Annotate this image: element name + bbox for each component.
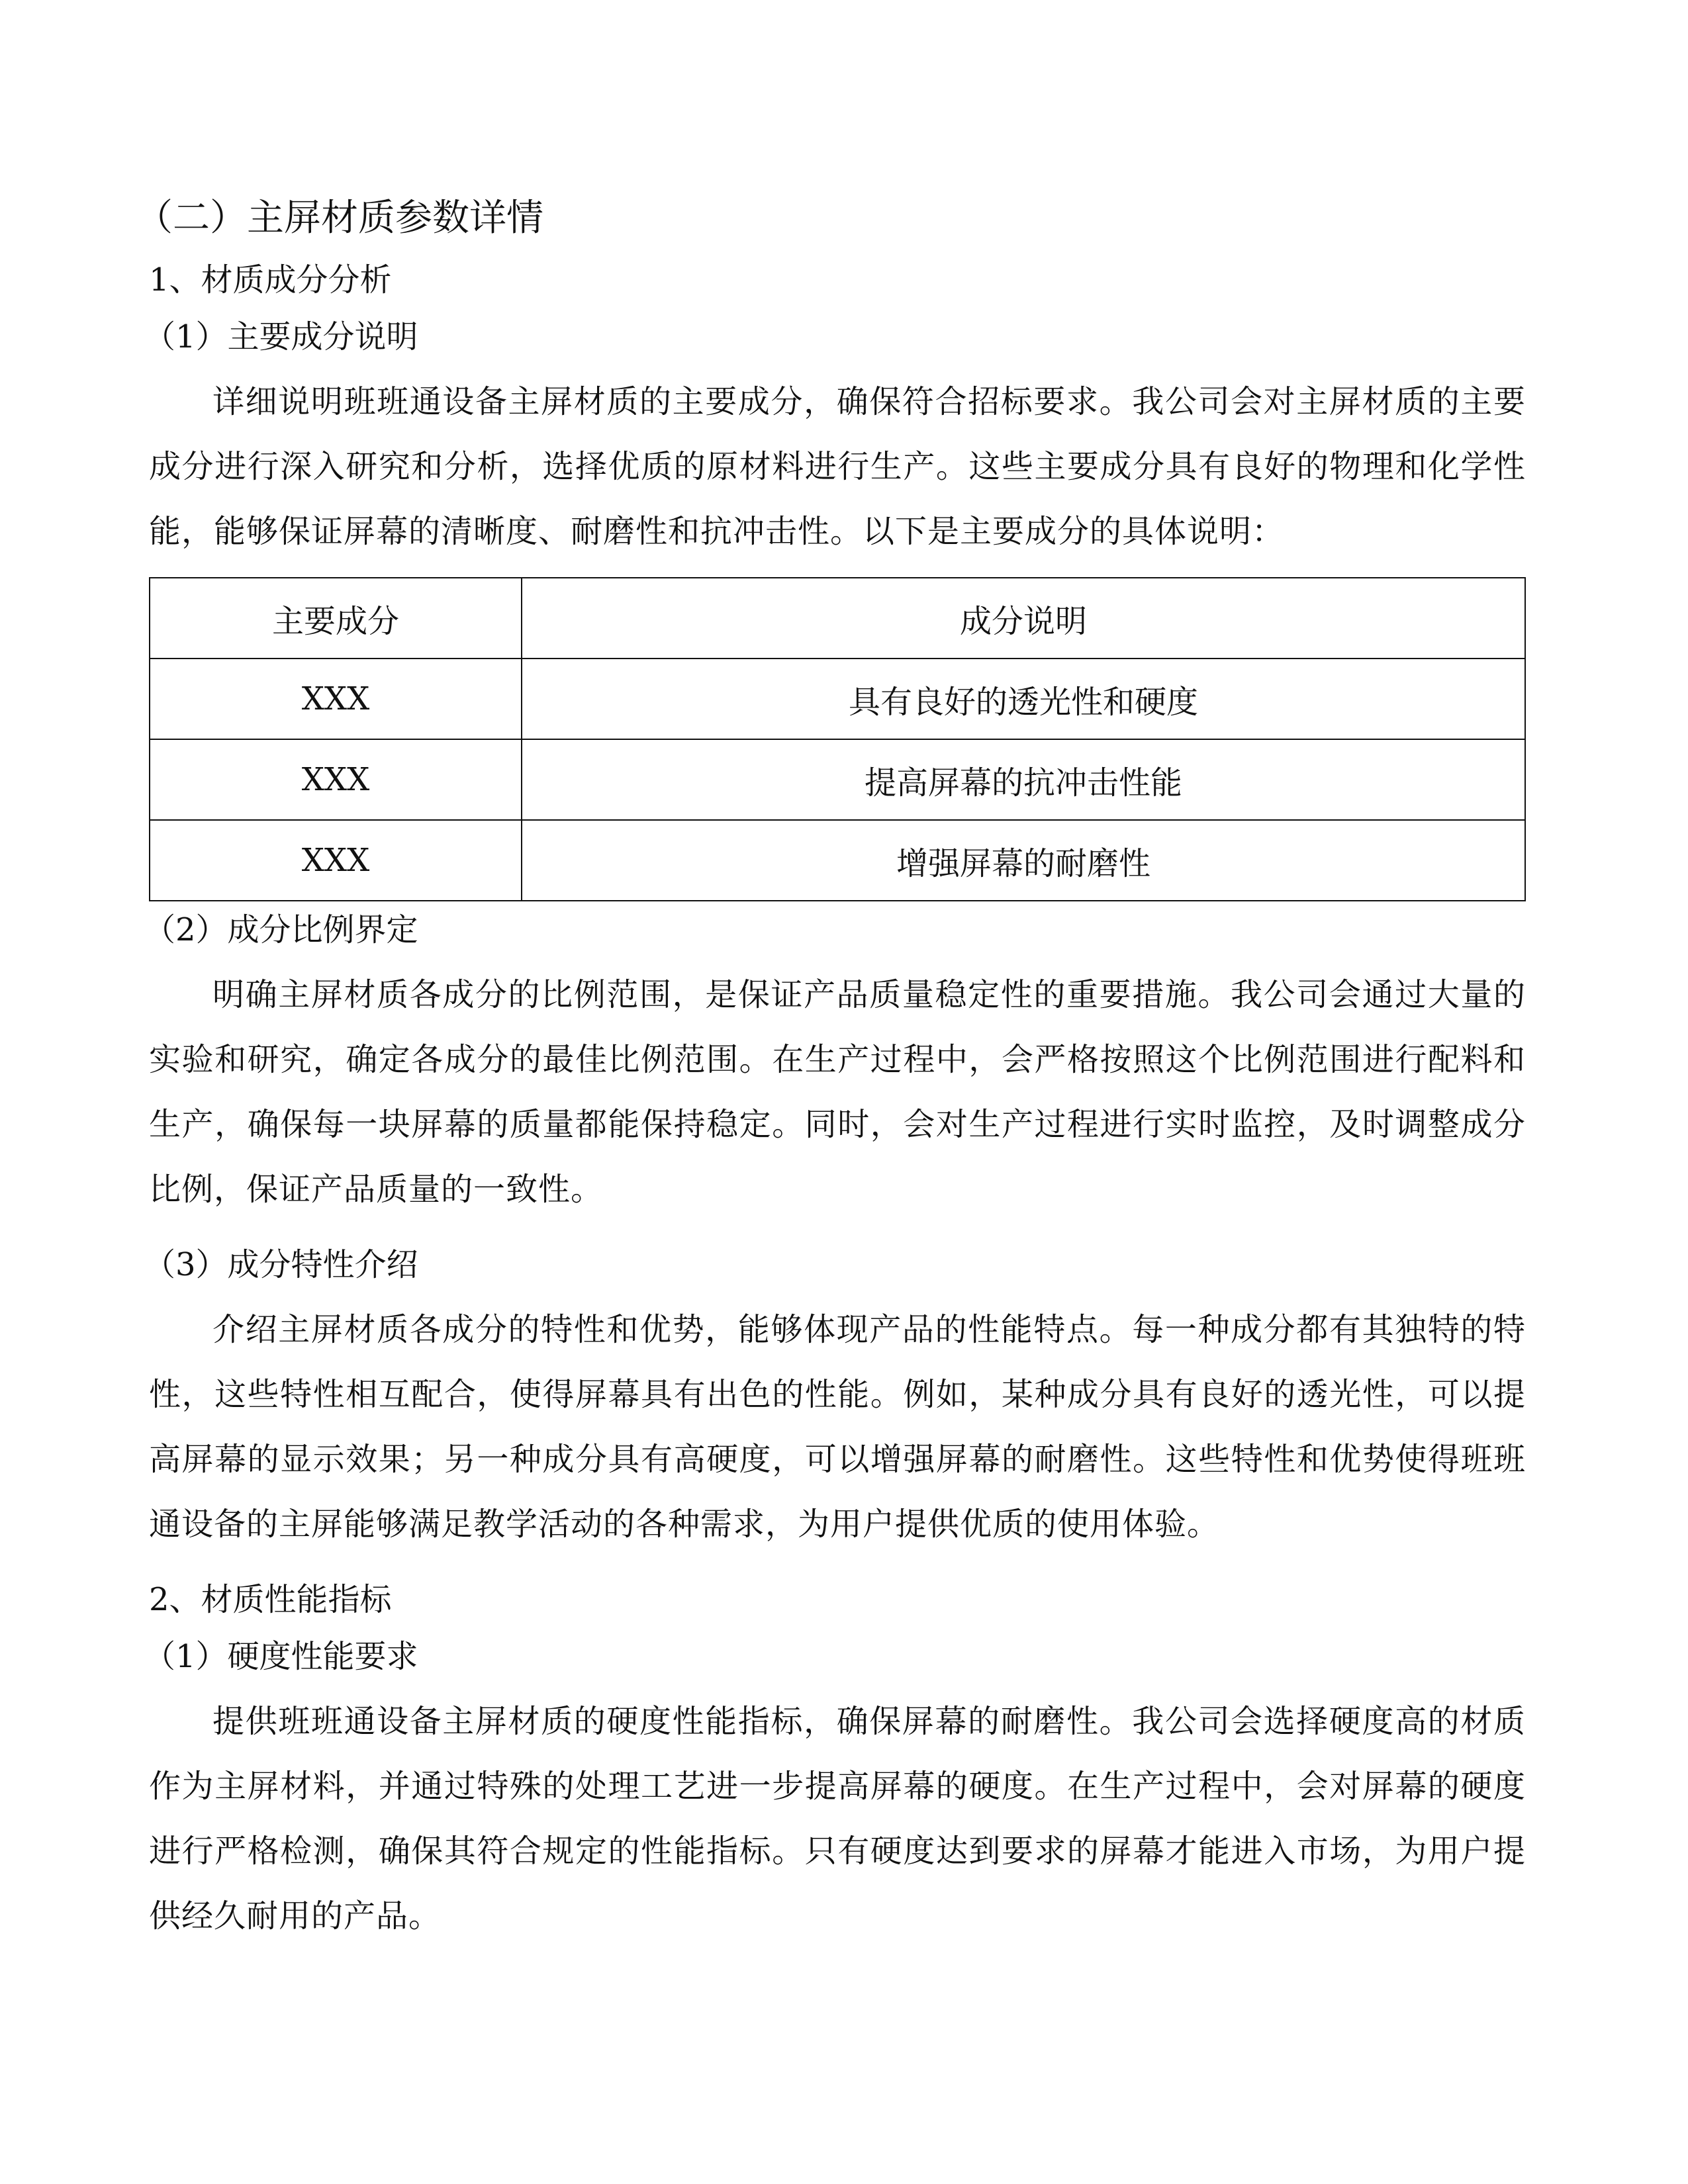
table-cell-component: XXX [150,659,522,739]
table-header-row [150,578,1525,659]
paragraph-ratio-definition: 明确主屏材质各成分的比例范围，是保证产品质量稳定性的重要措施。我公司会通过大量的实验和研究，确定各成分的最佳比例范围。在生产过程中，会严格按照这个比例范围进行配料和生产，确保每一块屏幕的质量都能保持稳定。同时，会对生产过程进行实时监控，及时调整成分比例，保证产品质量的一致性。 [149,976,1526,1208]
table-row [150,820,1525,901]
table-cell-description: 具有良好的透光性和硬度 [522,659,1525,739]
section-title: （二）主屏材质参数详情 [136,197,543,240]
table-cell-description: 增强屏幕的耐磨性 [522,820,1525,901]
paragraph-hardness-requirements: 提供班班通设备主屏材质的硬度性能指标，确保屏幕的耐磨性。我公司会选择硬度高的材质作为主屏材料，并通过特殊的处理工艺进一步提高屏幕的硬度。在生产过程中，会对屏幕的硬度进行严格检测，确保其符合规定的性能指标。只有硬度达到要求的屏幕才能进入市场，为用户提供经久耐用的产品。 [149,1703,1526,1934]
table-cell-description: 提高屏幕的抗冲击性能 [522,739,1525,820]
paragraph-main-components: 详细说明班班通设备主屏材质的主要成分，确保符合招标要求。我公司会对主屏材质的主要成分进行深入研究和分析，选择优质的原材料进行生产。这些主要成分具有良好的物理和化学性能，能够保证屏幕的清晰度、耐磨性和抗冲击性。以下是主要成分的具体说明： [149,383,1526,550]
components-table [149,577,1526,901]
heading-main-components: （1）主要成分说明 [144,318,418,355]
heading-ratio-definition: （2）成分比例界定 [144,911,418,948]
heading-hardness-requirements: （1）硬度性能要求 [144,1638,418,1675]
paragraph-component-properties: 介绍主屏材质各成分的特性和优势，能够体现产品的性能特点。每一种成分都有其独特的特性，这些特性相互配合，使得屏幕具有出色的性能。例如，某种成分具有良好的透光性，可以提高屏幕的显示效果；另一种成分具有高硬度，可以增强屏幕的耐磨性。这些特性和优势使得班班通设备的主屏能够满足教学活动的各种需求，为用户提供优质的使用体验。 [149,1311,1526,1543]
table-cell-component: XXX [150,739,522,820]
table-cell-component: XXX [150,820,522,901]
spacer [149,1222,1526,1242]
document-page [136,192,1526,1948]
table-header-description: 成分说明 [522,578,1525,659]
heading-component-properties: （3）成分特性介绍 [144,1246,418,1283]
spacer [149,1557,1526,1576]
table-row [150,739,1525,820]
table-header-component: 主要成分 [150,578,522,659]
table-row [150,659,1525,739]
heading-performance-indicators: 2、材质性能指标 [149,1581,392,1618]
heading-material-composition: 1、材质成分分析 [149,261,392,298]
